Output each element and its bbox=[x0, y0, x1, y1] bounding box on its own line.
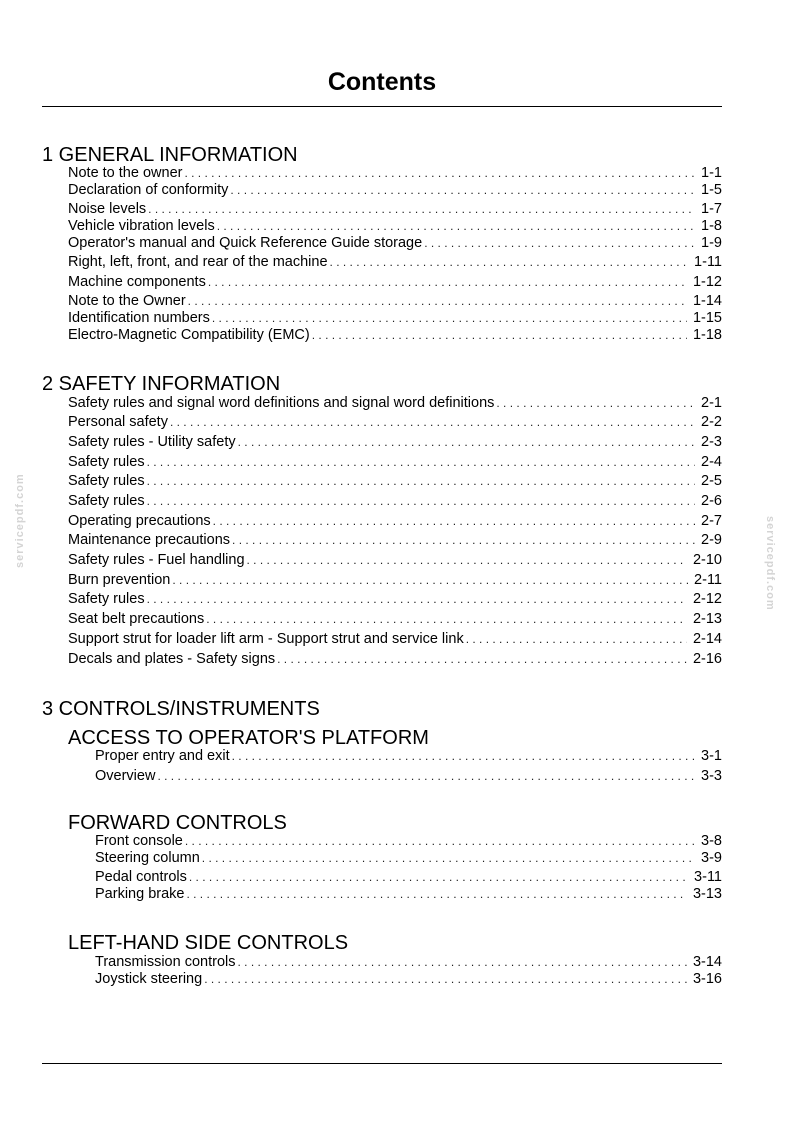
toc-entry-page: 3-11 bbox=[694, 869, 722, 885]
toc-entry[interactable] bbox=[68, 512, 722, 530]
toc-entry[interactable] bbox=[95, 832, 722, 850]
dot-leader bbox=[202, 849, 695, 867]
toc-entry-title: Safety rules bbox=[68, 454, 145, 470]
toc-entry[interactable] bbox=[68, 200, 722, 218]
toc-entry-title: Overview bbox=[95, 768, 156, 784]
toc-entry-title: Noise levels bbox=[68, 201, 147, 217]
toc-entry-title: Pedal controls bbox=[95, 869, 187, 885]
dot-leader bbox=[170, 413, 695, 431]
toc-entry[interactable] bbox=[95, 953, 722, 971]
dot-leader bbox=[424, 234, 695, 252]
toc-entry-title: Burn prevention bbox=[68, 572, 171, 588]
toc-entry[interactable] bbox=[68, 394, 722, 412]
toc-entry[interactable] bbox=[95, 747, 722, 765]
dot-leader bbox=[496, 394, 695, 412]
toc-entry-title: Right, left, front, and rear of the machine bbox=[68, 254, 328, 270]
dot-leader bbox=[148, 200, 695, 218]
toc-entry[interactable] bbox=[68, 453, 722, 471]
dot-leader bbox=[204, 970, 687, 988]
dot-leader bbox=[466, 630, 687, 648]
toc-entry-title: Maintenance precautions bbox=[68, 532, 231, 548]
toc-entry-title: Safety rules bbox=[68, 591, 145, 607]
toc-entry-page: 1-14 bbox=[692, 293, 722, 309]
toc-entry-title: Steering column bbox=[95, 850, 200, 866]
toc-entry[interactable] bbox=[68, 217, 722, 235]
toc-entry-page: 1-5 bbox=[701, 182, 722, 198]
toc-entry[interactable] bbox=[68, 292, 722, 310]
toc-entry-title: Parking brake bbox=[95, 886, 185, 902]
toc-entry-page: 2-7 bbox=[701, 513, 722, 529]
toc-entry[interactable] bbox=[68, 531, 722, 549]
dot-leader bbox=[147, 492, 695, 510]
dot-leader bbox=[247, 551, 687, 569]
toc-entry[interactable] bbox=[95, 885, 722, 903]
page-title: Contents bbox=[327, 68, 437, 96]
dot-leader bbox=[237, 953, 686, 971]
toc-entry-page: 1-9 bbox=[701, 235, 722, 251]
toc-entry[interactable] bbox=[68, 309, 722, 327]
section-heading-general-information: 1 GENERAL INFORMATION bbox=[42, 144, 298, 166]
toc-entry-page: 3-3 bbox=[701, 768, 722, 784]
dot-leader bbox=[147, 472, 695, 490]
toc-entry-title: Note to the owner bbox=[68, 165, 183, 181]
toc-entry-page: 2-10 bbox=[692, 552, 722, 568]
toc-entry-page: 1-12 bbox=[692, 274, 722, 290]
dot-leader bbox=[232, 531, 695, 549]
toc-entry-page: 3-13 bbox=[692, 886, 722, 902]
toc-entry-title: Operator's manual and Quick Reference Guide storage bbox=[68, 235, 423, 251]
toc-entry-page: 3-14 bbox=[692, 954, 722, 970]
toc-entry-title: Machine components bbox=[68, 274, 206, 290]
toc-entry-title: Vehicle vibration levels bbox=[68, 218, 215, 234]
toc-entry-title: Electro-Magnetic Compatibility (EMC) bbox=[68, 327, 310, 343]
toc-entry[interactable] bbox=[68, 413, 722, 431]
toc-entry-title: Safety rules - Utility safety bbox=[68, 434, 236, 450]
dot-leader bbox=[277, 650, 687, 668]
toc-entry-page: 2-1 bbox=[701, 395, 722, 411]
toc-entry-title: Note to the Owner bbox=[68, 293, 186, 309]
dot-leader bbox=[230, 181, 695, 199]
toc-entry-page: 3-9 bbox=[701, 850, 722, 866]
toc-entry-page: 2-3 bbox=[701, 434, 722, 450]
dot-leader bbox=[330, 253, 689, 271]
dot-leader bbox=[189, 868, 688, 886]
section-heading-controls-instruments: 3 CONTROLS/INSTRUMENTS bbox=[42, 698, 320, 720]
toc-entry-page: 2-9 bbox=[701, 532, 722, 548]
dot-leader bbox=[213, 512, 695, 530]
dot-leader bbox=[188, 292, 687, 310]
toc-entry-page: 1-18 bbox=[692, 327, 722, 343]
toc-entry-title: Safety rules and signal word definitions and signal word definitions bbox=[68, 395, 495, 411]
toc-entry-title: Front console bbox=[95, 833, 183, 849]
dot-leader bbox=[232, 747, 695, 765]
dot-leader bbox=[147, 453, 695, 471]
toc-entry-page: 2-4 bbox=[701, 454, 722, 470]
toc-entry-page: 1-8 bbox=[701, 218, 722, 234]
toc-entry-title: Transmission controls bbox=[95, 954, 236, 970]
toc-entry-page: 1-7 bbox=[701, 201, 722, 217]
dot-leader bbox=[186, 885, 687, 903]
toc-entry-title: Identification numbers bbox=[68, 310, 210, 326]
watermark-right: servicepdf.com bbox=[764, 516, 776, 611]
toc-entry[interactable] bbox=[68, 492, 722, 510]
toc-entry-page: 1-1 bbox=[701, 165, 722, 181]
dot-leader bbox=[206, 610, 687, 628]
toc-entry-title: Proper entry and exit bbox=[95, 748, 230, 764]
toc-entry-title: Support strut for loader lift arm - Support strut and service link bbox=[68, 631, 464, 647]
toc-entry-page: 2-6 bbox=[701, 493, 722, 509]
dot-leader bbox=[238, 433, 695, 451]
subsection-heading-left-hand-side-controls: LEFT-HAND SIDE CONTROLS bbox=[68, 932, 349, 954]
toc-entry-title: Personal safety bbox=[68, 414, 168, 430]
toc-entry[interactable] bbox=[68, 472, 722, 490]
toc-entry[interactable] bbox=[68, 571, 722, 589]
toc-entry[interactable] bbox=[68, 273, 722, 291]
toc-entry-page: 2-5 bbox=[701, 473, 722, 489]
dot-leader bbox=[147, 590, 687, 608]
toc-entry-page: 2-11 bbox=[694, 572, 722, 588]
toc-entry[interactable] bbox=[68, 326, 722, 344]
bottom-rule bbox=[42, 1063, 722, 1064]
toc-entry-page: 2-13 bbox=[692, 611, 722, 627]
toc-entry[interactable] bbox=[68, 253, 722, 271]
toc-entry-page: 3-16 bbox=[692, 971, 722, 987]
toc-entry[interactable] bbox=[68, 234, 722, 252]
dot-leader bbox=[157, 767, 695, 785]
top-rule bbox=[42, 106, 722, 107]
toc-entry-title: Safety rules - Fuel handling bbox=[68, 552, 245, 568]
dot-leader bbox=[217, 217, 695, 235]
dot-leader bbox=[312, 326, 687, 344]
toc-entry[interactable] bbox=[68, 181, 722, 199]
toc-entry[interactable] bbox=[68, 433, 722, 451]
toc-entry-page: 2-14 bbox=[692, 631, 722, 647]
toc-entry-title: Joystick steering bbox=[95, 971, 203, 987]
dot-leader bbox=[212, 309, 687, 327]
toc-entry[interactable] bbox=[95, 868, 722, 886]
dot-leader bbox=[172, 571, 688, 589]
toc-entry-title: Safety rules bbox=[68, 493, 145, 509]
toc-entry-page: 2-16 bbox=[692, 651, 722, 667]
dot-leader bbox=[208, 273, 687, 291]
section-heading-safety-information: 2 SAFETY INFORMATION bbox=[42, 373, 281, 395]
toc-entry-title: Operating precautions bbox=[68, 513, 211, 529]
toc-entry-page: 3-1 bbox=[701, 748, 722, 764]
toc-entry[interactable] bbox=[95, 767, 722, 785]
toc-entry-page: 2-2 bbox=[701, 414, 722, 430]
toc-entry[interactable] bbox=[68, 610, 722, 628]
toc-entry-page: 2-12 bbox=[692, 591, 722, 607]
subsection-heading-access-platform: ACCESS TO OPERATOR'S PLATFORM bbox=[68, 727, 429, 749]
dot-leader bbox=[184, 164, 695, 182]
toc-entry-page: 1-11 bbox=[694, 254, 722, 270]
toc-entry[interactable] bbox=[68, 590, 722, 608]
toc-entry-title: Safety rules bbox=[68, 473, 145, 489]
toc-entry[interactable] bbox=[68, 650, 722, 668]
toc-entry[interactable] bbox=[95, 970, 722, 988]
dot-leader bbox=[185, 832, 695, 850]
toc-entry[interactable] bbox=[68, 164, 722, 182]
toc-entry-title: Seat belt precautions bbox=[68, 611, 205, 627]
toc-entry[interactable] bbox=[68, 630, 722, 648]
subsection-heading-forward-controls: FORWARD CONTROLS bbox=[68, 812, 287, 834]
toc-entry-title: Decals and plates - Safety signs bbox=[68, 651, 276, 667]
toc-entry-page: 1-15 bbox=[692, 310, 722, 326]
toc-entry[interactable] bbox=[68, 551, 722, 569]
watermark-left: servicepdf.com bbox=[14, 473, 26, 568]
toc-entry-page: 3-8 bbox=[701, 833, 722, 849]
toc-entry[interactable] bbox=[95, 849, 722, 867]
toc-entry-title: Declaration of conformity bbox=[68, 182, 229, 198]
